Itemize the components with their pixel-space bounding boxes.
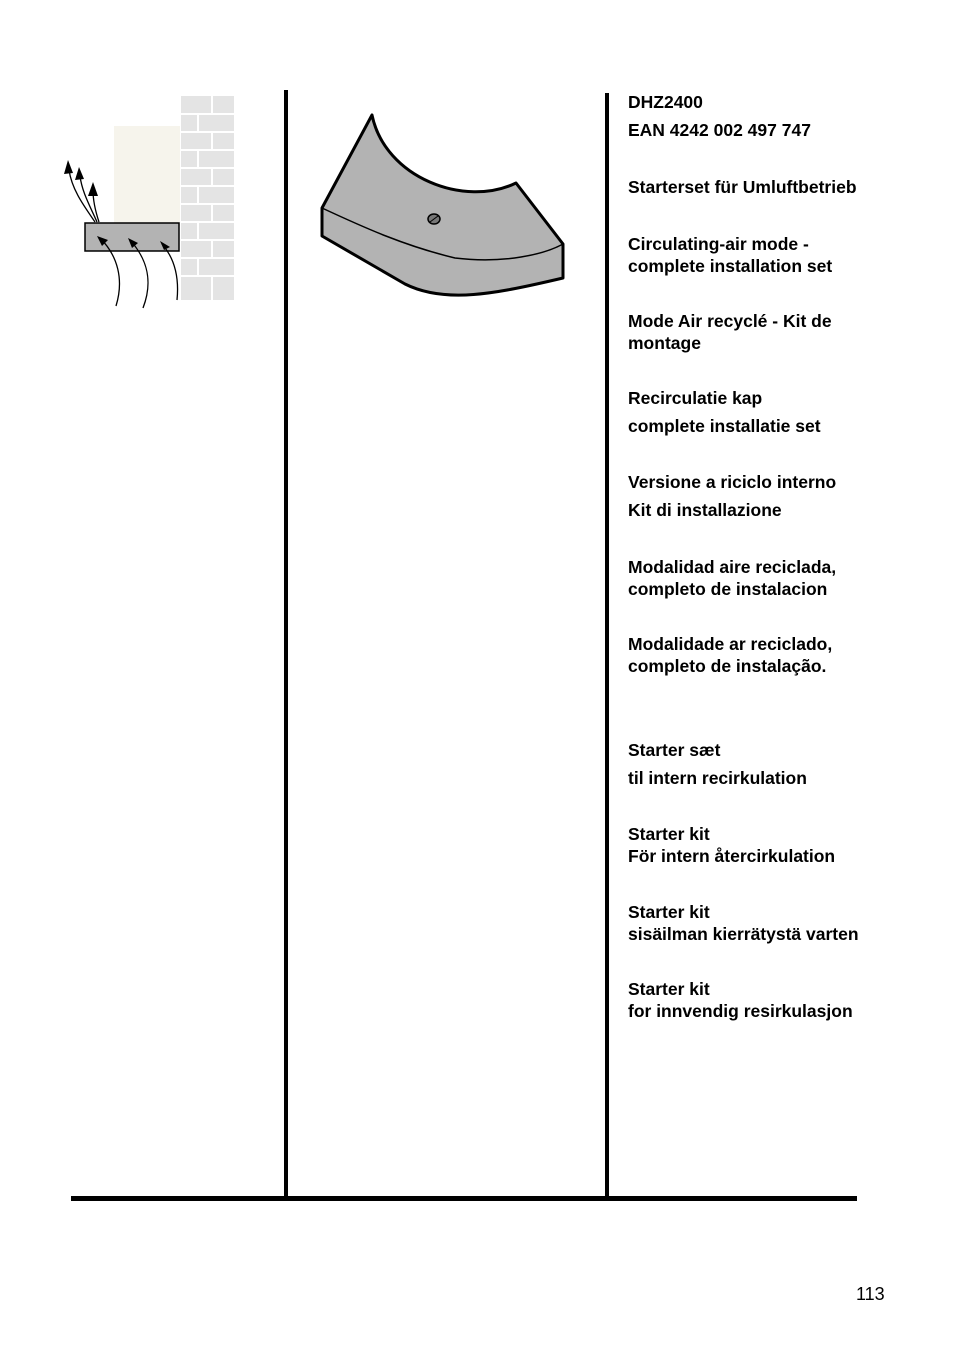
page-number: 113 (856, 1284, 885, 1304)
description-it-line-1: Versione a riciclo interno (628, 472, 837, 492)
description-pt-line-2: completo de instalação. (628, 656, 827, 676)
description-da-line-2: til intern recirkulation (628, 768, 807, 788)
description-sv (628, 823, 835, 867)
description-es-line-1: Modalidad aire reciclada, (628, 557, 837, 577)
description-fr-line-2: montage (628, 333, 701, 353)
description-fr (628, 310, 832, 354)
description-no (628, 978, 853, 1022)
description-en-line-2: complete installation set (628, 256, 833, 276)
description-es (628, 556, 836, 600)
ean-code: EAN 4242 002 497 747 (628, 120, 811, 140)
description-pt-line-1: Modalidade ar reciclado, (628, 634, 833, 654)
description-en (628, 233, 832, 277)
description-da-line-1: Starter sæt (628, 740, 721, 760)
description-en-line-1: Circulating-air mode - (628, 234, 809, 254)
description-sv-line-2: För intern återcirkulation (628, 846, 836, 866)
description-de (628, 176, 857, 198)
description-no-line-2: for innvendig resirkulasjon (628, 1001, 853, 1021)
description-fi-line-2: sisäilman kierrätystä varten (628, 924, 859, 944)
bottom-rule (71, 1196, 857, 1201)
description-nl-line-2: complete installatie set (628, 416, 821, 436)
column-divider-left (284, 90, 288, 1200)
description-it (628, 471, 836, 521)
model-number: DHZ2400 (628, 92, 703, 112)
description-fr-line-1: Mode Air recyclé - Kit de (628, 311, 832, 331)
description-no-line-1: Starter kit (628, 979, 710, 999)
recirculation-airflow-wall-icon (50, 90, 250, 320)
description-de-line-1: Starterset für Umluftbetrieb (628, 177, 857, 197)
description-fi (628, 901, 859, 945)
description-fi-line-1: Starter kit (628, 902, 710, 922)
description-sv-line-1: Starter kit (628, 824, 710, 844)
description-es-line-2: completo de instalacion (628, 579, 828, 599)
description-nl-line-1: Recirculatie kap (628, 388, 763, 408)
column-divider-right (605, 93, 609, 1200)
recirculation-filter-module-icon (315, 108, 575, 308)
description-pt (628, 633, 832, 677)
description-nl (628, 387, 821, 437)
description-da (628, 739, 807, 789)
description-it-line-2: Kit di installazione (628, 500, 782, 520)
